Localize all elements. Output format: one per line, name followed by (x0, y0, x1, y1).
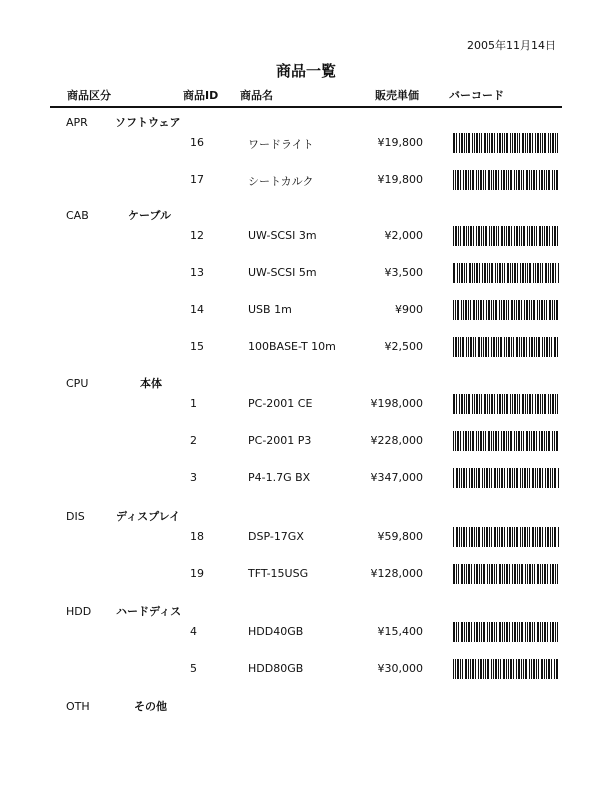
category-name: その他 (134, 700, 167, 713)
product-name: PC-2001 P3 (248, 434, 312, 447)
product-id: 2 (190, 434, 197, 447)
product-name: UW-SCSI 5m (248, 266, 317, 279)
product-name: P4-1.7G BX (248, 471, 311, 484)
product-id: 18 (190, 530, 204, 543)
barcode-image (453, 300, 561, 320)
product-id: 13 (190, 266, 204, 279)
report-date: 2005年11月14日 (467, 39, 556, 52)
barcode-image (453, 263, 561, 283)
product-price: ¥59,800 (377, 530, 423, 543)
product-name: シートカルク (248, 175, 314, 188)
product-id: 19 (190, 567, 204, 580)
product-id: 1 (190, 397, 197, 410)
header-product-name: 商品名 (240, 89, 273, 102)
barcode-image (453, 133, 561, 153)
product-id: 5 (190, 662, 197, 675)
product-price: ¥347,000 (370, 471, 423, 484)
product-price: ¥2,500 (384, 340, 423, 353)
category-code: CAB (66, 209, 89, 222)
barcode-image (453, 394, 561, 414)
product-id: 15 (190, 340, 204, 353)
barcode-image (453, 337, 561, 357)
barcode-image (453, 622, 561, 642)
category-name: ディスプレイ (116, 510, 181, 523)
product-name: 100BASE-T 10m (248, 340, 336, 353)
category-code: CPU (66, 377, 89, 390)
product-price: ¥2,000 (384, 229, 423, 242)
category-name: ハードディス (116, 605, 182, 618)
report-title: 商品一覧 (275, 62, 336, 80)
category-name: ケーブル (128, 209, 172, 222)
product-id: 17 (190, 173, 204, 186)
header-rule (50, 106, 562, 108)
product-name: UW-SCSI 3m (248, 229, 317, 242)
header-barcode: バーコード (449, 89, 504, 102)
barcode-image (453, 659, 561, 679)
header-product-id: 商品ID (183, 89, 219, 102)
product-id: 14 (190, 303, 204, 316)
product-name: HDD80GB (248, 662, 304, 675)
barcode-image (453, 170, 561, 190)
product-price: ¥198,000 (370, 397, 423, 410)
product-id: 4 (190, 625, 197, 638)
product-name: TFT-15USG (248, 567, 309, 580)
product-price: ¥15,400 (377, 625, 423, 638)
product-name: USB 1m (248, 303, 292, 316)
product-name: DSP-17GX (248, 530, 304, 543)
product-price: ¥30,000 (377, 662, 423, 675)
header-category: 商品区分 (67, 89, 111, 102)
product-price: ¥128,000 (370, 567, 423, 580)
product-price: ¥19,800 (377, 173, 423, 186)
barcode-image (453, 527, 561, 547)
category-name: 本体 (140, 377, 162, 390)
product-id: 16 (190, 136, 204, 149)
category-name: ソフトウェア (115, 116, 181, 129)
barcode-image (453, 468, 561, 488)
product-id: 3 (190, 471, 197, 484)
product-name: ワードライト (248, 138, 314, 151)
product-name: PC-2001 CE (248, 397, 313, 410)
header-price: 販売単価 (375, 89, 419, 102)
barcode-image (453, 564, 561, 584)
product-price: ¥3,500 (384, 266, 423, 279)
product-price: ¥19,800 (377, 136, 423, 149)
barcode-image (453, 226, 561, 246)
category-code: OTH (66, 700, 90, 713)
product-name: HDD40GB (248, 625, 304, 638)
category-code: DIS (66, 510, 85, 523)
product-price: ¥900 (395, 303, 423, 316)
category-code: HDD (66, 605, 92, 618)
product-id: 12 (190, 229, 204, 242)
product-price: ¥228,000 (370, 434, 423, 447)
category-code: APR (66, 116, 88, 129)
barcode-image (453, 431, 561, 451)
